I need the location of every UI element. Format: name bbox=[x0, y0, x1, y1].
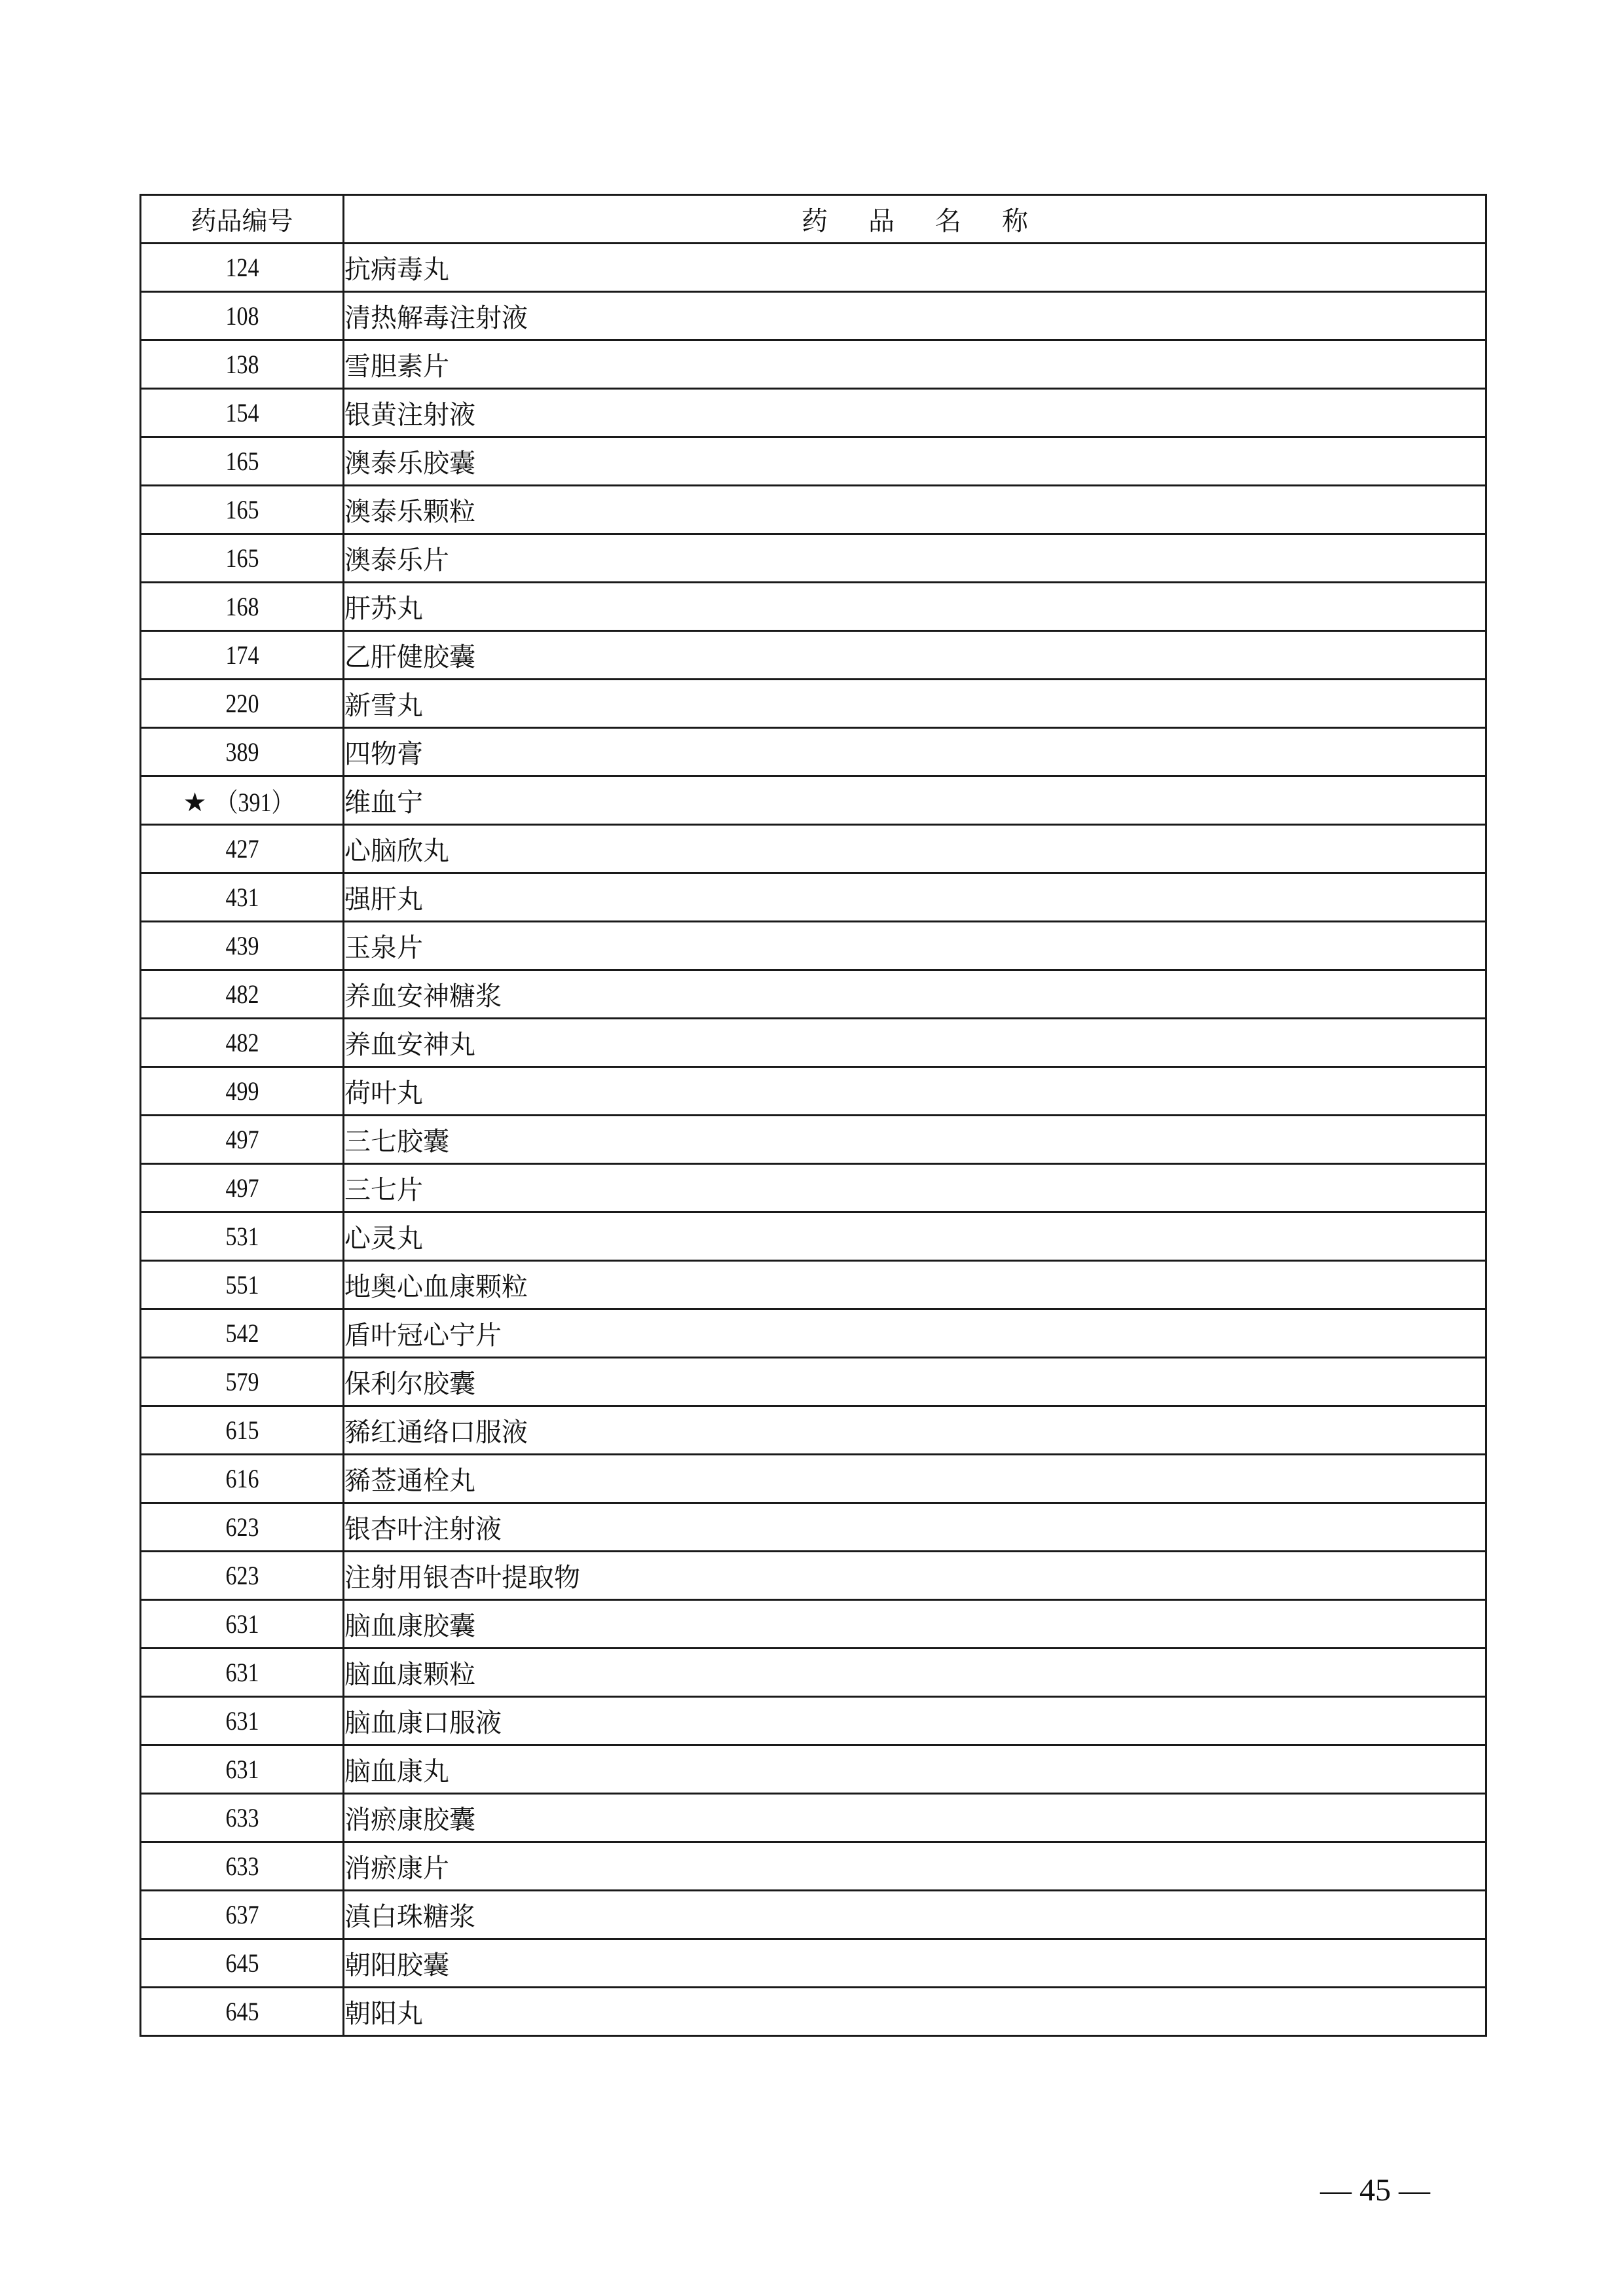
drug-name-cell: 豨红通络口服液 bbox=[344, 1406, 1486, 1455]
drug-name-cell: 消瘀康胶囊 bbox=[344, 1794, 1486, 1842]
drug-code-cell bbox=[141, 437, 344, 486]
drug-code: 482 bbox=[225, 979, 259, 1009]
drug-name-cell: 保利尔胶囊 bbox=[344, 1358, 1486, 1406]
table-row bbox=[141, 486, 1486, 534]
drug-code: 631 bbox=[225, 1658, 259, 1687]
table-row bbox=[141, 1019, 1486, 1067]
drug-name-cell: 养血安神丸 bbox=[344, 1019, 1486, 1067]
drug-code: 427 bbox=[225, 834, 259, 864]
drug-code: 124 bbox=[225, 253, 259, 282]
drug-code: 631 bbox=[225, 1609, 259, 1639]
table-row bbox=[141, 583, 1486, 631]
drug-code: 542 bbox=[225, 1319, 259, 1348]
table-row bbox=[141, 970, 1486, 1019]
drug-code-cell bbox=[141, 1406, 344, 1455]
drug-name-cell: 银杏叶注射液 bbox=[344, 1503, 1486, 1552]
drug-code-cell bbox=[141, 1164, 344, 1212]
drug-code-cell bbox=[141, 1794, 344, 1842]
drug-name-cell: 四物膏 bbox=[344, 728, 1486, 776]
drug-code-cell bbox=[141, 244, 344, 292]
drug-name-cell: 乙肝健胶囊 bbox=[344, 631, 1486, 680]
drug-code-cell bbox=[141, 340, 344, 389]
drug-name-cell: 盾叶冠心宁片 bbox=[344, 1309, 1486, 1358]
drug-code-cell bbox=[141, 873, 344, 922]
drug-code: 623 bbox=[225, 1512, 259, 1542]
drug-code-cell bbox=[141, 1552, 344, 1600]
drug-code-cell bbox=[141, 1067, 344, 1116]
table-row bbox=[141, 1988, 1486, 2036]
drug-code-cell bbox=[141, 1261, 344, 1309]
drug-code: 168 bbox=[225, 592, 259, 621]
drug-code: 645 bbox=[225, 1948, 259, 1978]
drug-code-cell bbox=[141, 728, 344, 776]
drug-name-cell: 维血宁 bbox=[344, 776, 1486, 825]
drug-name-cell: 抗病毒丸 bbox=[344, 244, 1486, 292]
table-row bbox=[141, 1067, 1486, 1116]
drug-code-cell bbox=[141, 583, 344, 631]
table-row bbox=[141, 1455, 1486, 1503]
table-row bbox=[141, 922, 1486, 970]
table-row bbox=[141, 1891, 1486, 1939]
table-row bbox=[141, 825, 1486, 873]
drug-name-cell: 心灵丸 bbox=[344, 1212, 1486, 1261]
drug-code-cell bbox=[141, 1309, 344, 1358]
table-row bbox=[141, 292, 1486, 340]
table-row bbox=[141, 1406, 1486, 1455]
drug-code: 631 bbox=[225, 1755, 259, 1784]
drug-list-table bbox=[139, 194, 1487, 2037]
drug-name-cell: 朝阳胶囊 bbox=[344, 1939, 1486, 1988]
drug-name-cell: 地奥心血康颗粒 bbox=[344, 1261, 1486, 1309]
header-drug-name: 药品名称 bbox=[344, 195, 1486, 244]
page-number: — 45 — bbox=[1320, 2173, 1430, 2208]
drug-code: 633 bbox=[225, 1851, 259, 1881]
drug-code-cell bbox=[141, 1358, 344, 1406]
drug-code-cell bbox=[141, 1697, 344, 1745]
drug-code: 138 bbox=[225, 350, 259, 379]
drug-code: 631 bbox=[225, 1706, 259, 1736]
drug-code: 174 bbox=[225, 640, 259, 670]
drug-name-cell: 脑血康丸 bbox=[344, 1745, 1486, 1794]
drug-code-cell bbox=[141, 1212, 344, 1261]
drug-code-cell bbox=[141, 970, 344, 1019]
drug-name-cell: 玉泉片 bbox=[344, 922, 1486, 970]
drug-code: 499 bbox=[225, 1076, 259, 1106]
table-row bbox=[141, 631, 1486, 680]
drug-code: 389 bbox=[225, 737, 259, 767]
table-row bbox=[141, 1116, 1486, 1164]
drug-name-cell: 脑血康颗粒 bbox=[344, 1649, 1486, 1697]
drug-code-cell bbox=[141, 1019, 344, 1067]
table-row bbox=[141, 873, 1486, 922]
drug-name-cell: 雪胆素片 bbox=[344, 340, 1486, 389]
drug-code: 633 bbox=[225, 1803, 259, 1832]
drug-name-cell: 肝苏丸 bbox=[344, 583, 1486, 631]
table-row bbox=[141, 1309, 1486, 1358]
drug-code-cell bbox=[141, 389, 344, 437]
table-row bbox=[141, 1600, 1486, 1649]
drug-name-cell: 三七片 bbox=[344, 1164, 1486, 1212]
table-body bbox=[141, 244, 1486, 2036]
table-row bbox=[141, 389, 1486, 437]
table-row bbox=[141, 1745, 1486, 1794]
table-row bbox=[141, 680, 1486, 728]
drug-code: 497 bbox=[225, 1173, 259, 1203]
drug-code-cell bbox=[141, 486, 344, 534]
table-row bbox=[141, 1552, 1486, 1600]
drug-name-cell: 澳泰乐胶囊 bbox=[344, 437, 1486, 486]
drug-code-cell bbox=[141, 1842, 344, 1891]
drug-code: 531 bbox=[225, 1222, 259, 1251]
table-row bbox=[141, 1503, 1486, 1552]
drug-code: （391） bbox=[215, 788, 294, 817]
drug-code: 497 bbox=[225, 1125, 259, 1154]
drug-code-cell bbox=[141, 680, 344, 728]
drug-code: 551 bbox=[225, 1270, 259, 1300]
drug-code-cell bbox=[141, 1600, 344, 1649]
drug-code: 220 bbox=[225, 689, 259, 718]
table-row bbox=[141, 1164, 1486, 1212]
drug-code: 165 bbox=[225, 543, 259, 573]
drug-code: 154 bbox=[225, 398, 259, 428]
drug-name-cell: 豨莶通栓丸 bbox=[344, 1455, 1486, 1503]
drug-code: 637 bbox=[225, 1900, 259, 1929]
drug-code: 482 bbox=[225, 1028, 259, 1057]
drug-code: 165 bbox=[225, 446, 259, 476]
drug-code-cell bbox=[141, 534, 344, 583]
table-row bbox=[141, 1358, 1486, 1406]
star-icon: ★ bbox=[183, 788, 207, 818]
drug-name-cell: 银黄注射液 bbox=[344, 389, 1486, 437]
drug-code-cell bbox=[141, 1939, 344, 1988]
drug-code-cell bbox=[141, 1116, 344, 1164]
drug-name-cell: 澳泰乐颗粒 bbox=[344, 486, 1486, 534]
drug-code-cell bbox=[141, 1649, 344, 1697]
drug-code: 108 bbox=[225, 301, 259, 331]
table-row bbox=[141, 1842, 1486, 1891]
header-drug-code: 药品编号 bbox=[141, 195, 344, 244]
table-header-row bbox=[141, 195, 1486, 244]
drug-code: 645 bbox=[225, 1997, 259, 2026]
drug-name-cell: 强肝丸 bbox=[344, 873, 1486, 922]
table-row bbox=[141, 534, 1486, 583]
drug-code-cell bbox=[141, 1745, 344, 1794]
table-row bbox=[141, 1697, 1486, 1745]
drug-name-cell: 荷叶丸 bbox=[344, 1067, 1486, 1116]
table-row bbox=[141, 728, 1486, 776]
drug-name-cell: 注射用银杏叶提取物 bbox=[344, 1552, 1486, 1600]
drug-name-cell: 澳泰乐片 bbox=[344, 534, 1486, 583]
table-row bbox=[141, 1649, 1486, 1697]
drug-name-cell: 心脑欣丸 bbox=[344, 825, 1486, 873]
drug-name-cell: 清热解毒注射液 bbox=[344, 292, 1486, 340]
drug-code-cell bbox=[141, 922, 344, 970]
table-row bbox=[141, 1261, 1486, 1309]
drug-code-cell bbox=[141, 631, 344, 680]
drug-code-cell bbox=[141, 825, 344, 873]
drug-name-cell: 消瘀康片 bbox=[344, 1842, 1486, 1891]
drug-code: 615 bbox=[225, 1415, 259, 1445]
drug-name-cell: 脑血康口服液 bbox=[344, 1697, 1486, 1745]
drug-code: 579 bbox=[225, 1367, 259, 1396]
drug-name-cell: 新雪丸 bbox=[344, 680, 1486, 728]
drug-name-cell: 滇白珠糖浆 bbox=[344, 1891, 1486, 1939]
table-row bbox=[141, 340, 1486, 389]
table-row bbox=[141, 776, 1486, 825]
drug-name-cell: 三七胶囊 bbox=[344, 1116, 1486, 1164]
drug-code: 623 bbox=[225, 1561, 259, 1590]
drug-code: 439 bbox=[225, 931, 259, 960]
drug-code: 165 bbox=[225, 495, 259, 524]
drug-code-cell bbox=[141, 1503, 344, 1552]
drug-code: 431 bbox=[225, 883, 259, 912]
table-row bbox=[141, 437, 1486, 486]
drug-name-cell: 养血安神糖浆 bbox=[344, 970, 1486, 1019]
table-row bbox=[141, 244, 1486, 292]
drug-code-cell bbox=[141, 1988, 344, 2036]
table-row bbox=[141, 1939, 1486, 1988]
table-row bbox=[141, 1794, 1486, 1842]
drug-code-cell bbox=[141, 1891, 344, 1939]
drug-code-cell bbox=[141, 776, 344, 825]
drug-code: 616 bbox=[225, 1464, 259, 1493]
table-row bbox=[141, 1212, 1486, 1261]
drug-code-cell bbox=[141, 292, 344, 340]
drug-name-cell: 朝阳丸 bbox=[344, 1988, 1486, 2036]
drug-code-cell bbox=[141, 1455, 344, 1503]
drug-name-cell: 脑血康胶囊 bbox=[344, 1600, 1486, 1649]
